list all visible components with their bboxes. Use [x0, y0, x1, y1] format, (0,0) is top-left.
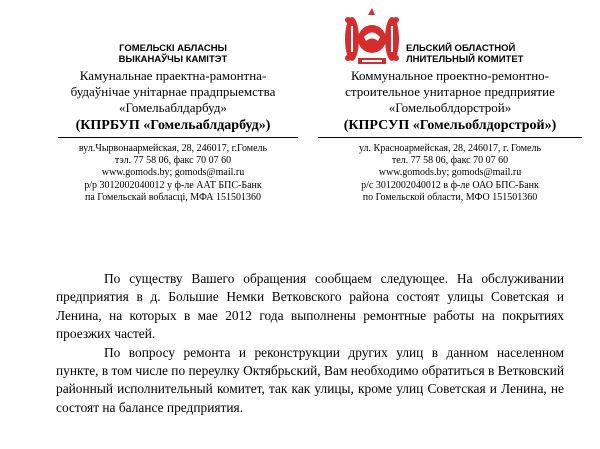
letter-paragraph-2: По вопросу ремонта и реконструкции других улиц в данном населенном пункте, в том числе по переулку Октябрьский, Вам необходимо обратиться в Ветковский районный исполнительный комитет, так как улицы, кроме улиц Советская и Ленина, не состоят на балансе предприятия.: [56, 344, 564, 415]
left-org-name-line3: «Гомельаблдарбуд»: [119, 100, 227, 115]
state-emblem-icon: [340, 6, 404, 70]
left-divider: [58, 137, 298, 138]
right-bank-account: р/с 3012002040012 в ф-ле ОАО БПС-Банк: [361, 179, 539, 191]
right-org-name-line3: «Гомельоблдорстрой»: [388, 100, 512, 115]
left-bank-region: па Гомельскай вобласці, МФА 151501360: [85, 191, 261, 203]
right-authority: [406, 43, 524, 65]
left-org-name: [48, 68, 298, 116]
left-org-name-line2: будаўнічае унітарнае прадпрыемства: [70, 84, 276, 99]
left-authority: [48, 43, 298, 65]
left-org-abbreviation: (КПРБУП «Гомельаблдарбуд»): [75, 118, 271, 133]
right-org-name: [318, 68, 582, 116]
right-org-name-line2: строительное унитарное предприятие: [345, 84, 555, 99]
left-web-email: www.gomods.by; gomods@mail.ru: [101, 167, 245, 179]
right-authority-line1: ЕЛЬСКИЙ ОБЛАСТНОЙ: [406, 43, 516, 54]
left-bank-account: р/р 3012002040012 у ф-ле ААТ БПС-Банк: [84, 179, 262, 191]
right-authority-line2: ЛНИТЕЛЬНЫЙ КОМИТЕТ: [406, 54, 524, 65]
right-phone: тел. 77 58 06, факс 70 07 60: [391, 155, 509, 167]
right-org-name-line1: Коммунальное проектно-ремонтно-: [350, 68, 550, 83]
right-divider: [318, 137, 582, 138]
right-web-email: www.gomods.by; gomods@mail.ru: [378, 167, 522, 179]
letter-body: [56, 270, 564, 417]
right-bank-region: по Гомельской области, МФО 151501360: [362, 191, 538, 203]
right-address: ул. Красноармейская, 28, 246017, г. Гомель: [358, 143, 542, 154]
right-contacts: [318, 143, 582, 204]
left-authority-line2: ВЫКАНАЎЧЫ КАМІТЭТ: [118, 54, 228, 65]
left-phone: тэл. 77 58 06, факс 70 07 60: [114, 155, 232, 167]
left-org-name-line1: Камунальнае праектна-рамонтна-: [79, 68, 267, 83]
left-authority-line1: ГОМЕЛЬСКІ АБЛАСНЫ: [119, 43, 227, 54]
letter-paragraph-1: По существу Вашего обращения сообщаем следующее. На обслуживании предприятия в д. Большие Немки Ветковского района состоят улицы Советская и Ленина, на которых в мае 2012 года выполнены ремонтные работы на покрытиях проезжих частей.: [56, 271, 564, 342]
left-contacts: [48, 143, 298, 204]
right-org-abbreviation: (КПРСУП «Гомельоблдорстрой»): [343, 118, 557, 133]
left-address: вул.Чырвонаармейская, 28, 246017, г.Гомель: [78, 143, 268, 154]
